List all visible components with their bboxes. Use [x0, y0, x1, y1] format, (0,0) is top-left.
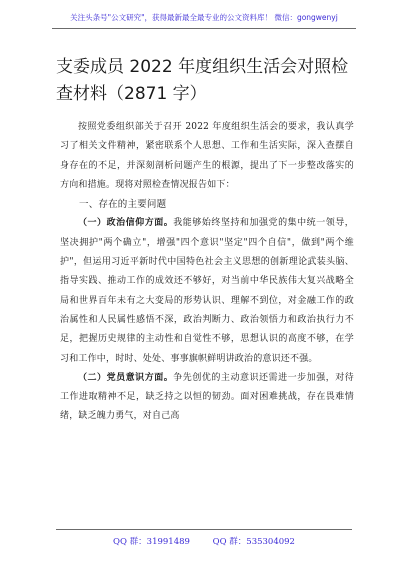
item-2-label: （二）党员意识方面。 [78, 372, 174, 383]
item-2-paragraph [60, 369, 354, 427]
footer-qq-group-1: QQ 群：31991489 [113, 537, 190, 547]
footer-qq-group-2: QQ 群：535304092 [212, 537, 295, 547]
item-2-text: 争先创优的主动意识还需进一步加强，对待工作进取精神不足，缺乏持之以恒的韧劲。面对困难挑战，存在畏难情绪，缺乏魄力勇气，对自己高 [60, 372, 354, 422]
footer-divider [56, 529, 352, 530]
intro-paragraph: 按照党委组织部关于召开 2022 年度组织生活会的要求，我认真学习了相关文件精神，紧密联系个人思想、工作和生活实际，深入查摆自身存在的不足，并深刻剖析问题产生的根源，提出了下一步整改落实的方向和措施。现将对照检查情况报告如下： [60, 122, 354, 190]
item-1-label: （一）政治信仰方面。 [78, 218, 174, 229]
header-banner: 关注头条号"公文研究"，获得最新最全最专业的公文资料库！ 微信：gongwenyj [70, 13, 338, 22]
section-heading: 一、存在的主要问题 [79, 199, 167, 211]
document-title: 支委成员 2022 年度组织生活会对照检查材料（2871 字） [56, 57, 349, 104]
item-1-paragraph [60, 214, 354, 368]
header-divider [52, 28, 356, 29]
item-1-text: 我能够始终坚持和加强党的集中统一领导，坚决拥护"两个确立"，增强"四个意识"坚定"四个自信"，做到"两个维护"，但运用习近平新时代中国特色社会主义思想的创新理论武装头脑、指导实践、推动工作的成效还不够好，对当前中华民族伟大复兴战略全局和世界百年未有之大变局的形势认识、理解不到位，对金融工作的政治属性和人民属性感悟不深，政治判断力、政治领悟力和政治执行力不足，把握历史规律的主动性和自觉性不够，思想认识的高度不够，在学习和工作中，时时、处处、事事旗帜鲜明讲政治的意识还不强。 [60, 218, 354, 364]
document-body [60, 118, 354, 427]
footer [0, 535, 408, 547]
